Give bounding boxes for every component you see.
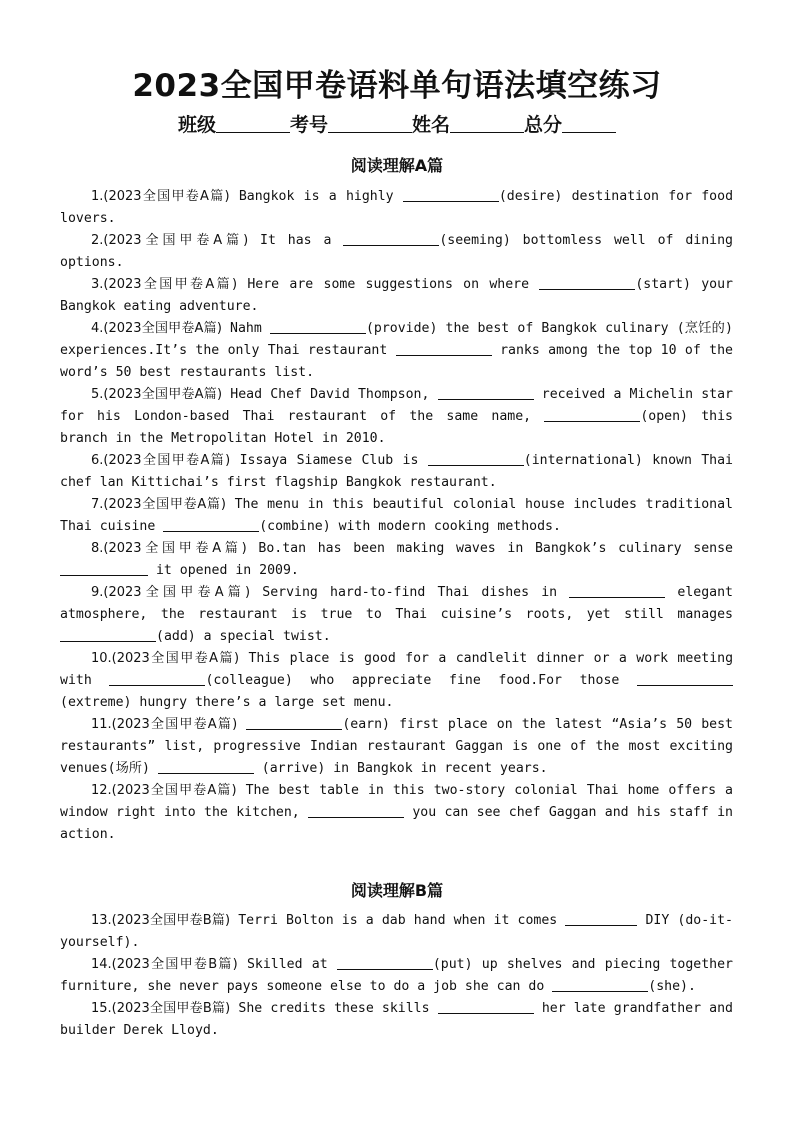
question-item: 10.(2023全国甲卷A篇) This place is good for a candlelit dinner or a work meeting with (colleague) who appreciate fine food.For those (extreme) hungry there’s a large set menu.	[60, 651, 734, 710]
page-title: 2023全国甲卷语料单句语法填空练习	[132, 68, 662, 104]
answer-blank[interactable]	[158, 759, 254, 774]
answer-blank[interactable]	[60, 561, 148, 576]
answer-blank[interactable]	[60, 627, 156, 642]
question-item: 9.(2023全国甲卷A篇) Serving hard-to-find Thai dishes in elegant atmosphere, the restaurant is true to Thai cuisine’s roots, yet still manages (add) a special twist.	[60, 585, 733, 644]
exam-no-label: 考号	[289, 114, 328, 136]
student-info-line	[0, 110, 794, 137]
answer-blank[interactable]	[552, 977, 648, 992]
question-item: 7.(2023全国甲卷A篇) The menu in this beautiful colonial house includes traditional Thai cuisine (combine) with modern cooking methods.	[60, 497, 733, 534]
question-item: 12.(2023全国甲卷A篇) The best table in this two-story colonial Thai home offers a window right into the kitchen, you can see chef Gaggan and his staff in action.	[60, 783, 733, 842]
question-item: 4.(2023全国甲卷A篇) Nahm (provide) the best of Bangkok culinary (烹饪的) experiences.It’s the only Thai restaurant ranks among the top 10 of the word’s 50 best restaurants list.	[60, 321, 733, 380]
section-a-heading: 阅读理解A篇	[350, 156, 444, 175]
question-item: 5.(2023全国甲卷A篇) Head Chef David Thompson, received a Michelin star for his London-based Thai restaurant of the same name, (open) this branch in the Metropolitan Hotel in 2010.	[60, 387, 733, 446]
answer-blank[interactable]	[428, 451, 524, 466]
question-item: 2.(2023全国甲卷A篇) It has a (seeming) bottomless well of dining options.	[60, 233, 733, 270]
answer-blank[interactable]	[343, 231, 439, 246]
question-item: 8.(2023全国甲卷A篇) Bo.tan has been making waves in Bangkok’s culinary sense it opened in 2009.	[60, 538, 733, 582]
section-b-heading: 阅读理解B篇	[350, 881, 444, 900]
answer-blank[interactable]	[438, 385, 534, 400]
section-b-questions	[60, 910, 733, 1042]
score-blank[interactable]	[562, 114, 616, 133]
answer-blank[interactable]	[544, 407, 640, 422]
question-item: 11.(2023全国甲卷A篇) (earn) first place on the latest “Asia’s 50 best restaurants” list, progressive Indian restaurant Gaggan is one of the most exciting venues(场所) (arrive) in Bangkok in recent years.	[60, 717, 733, 776]
answer-blank[interactable]	[337, 955, 433, 970]
answer-blank[interactable]	[438, 999, 534, 1014]
score-label: 总分	[524, 114, 563, 136]
answer-blank[interactable]	[396, 341, 492, 356]
section-a-questions	[60, 186, 733, 846]
question-item: 14.(2023全国甲卷B篇) Skilled at (put) up shelves and piecing together furniture, she never pays someone else to do a job she can do (she).	[60, 957, 733, 994]
name-blank[interactable]	[450, 114, 524, 133]
question-item: 1.(2023全国甲卷A篇) Bangkok is a highly (desire) destination for food lovers.	[60, 189, 734, 226]
answer-blank[interactable]	[565, 911, 637, 926]
answer-blank[interactable]	[539, 275, 635, 290]
class-label: 班级	[177, 114, 216, 136]
exam-no-blank[interactable]	[328, 114, 412, 133]
answer-blank[interactable]	[163, 517, 259, 532]
answer-blank[interactable]	[308, 803, 404, 818]
question-item: 13.(2023全国甲卷B篇) Terri Bolton is a dab hand when it comes DIY (do-it-yourself).	[60, 913, 733, 950]
question-item: 3.(2023全国甲卷A篇) Here are some suggestions on where (start) your Bangkok eating adventure.	[60, 277, 733, 314]
answer-blank[interactable]	[569, 583, 665, 598]
question-item: 6.(2023全国甲卷A篇) Issaya Siamese Club is (international) known Thai chef lan Kittichai’s first flagship Bangkok restaurant.	[60, 453, 733, 490]
class-blank[interactable]	[216, 114, 290, 133]
answer-blank[interactable]	[403, 187, 499, 202]
answer-blank[interactable]	[270, 319, 366, 334]
answer-blank[interactable]	[637, 671, 733, 686]
name-label: 姓名	[412, 114, 451, 136]
answer-blank[interactable]	[109, 671, 205, 686]
answer-blank[interactable]	[246, 715, 342, 730]
question-item: 15.(2023全国甲卷B篇) She credits these skills her late grandfather and builder Derek Lloyd.	[60, 1001, 734, 1038]
